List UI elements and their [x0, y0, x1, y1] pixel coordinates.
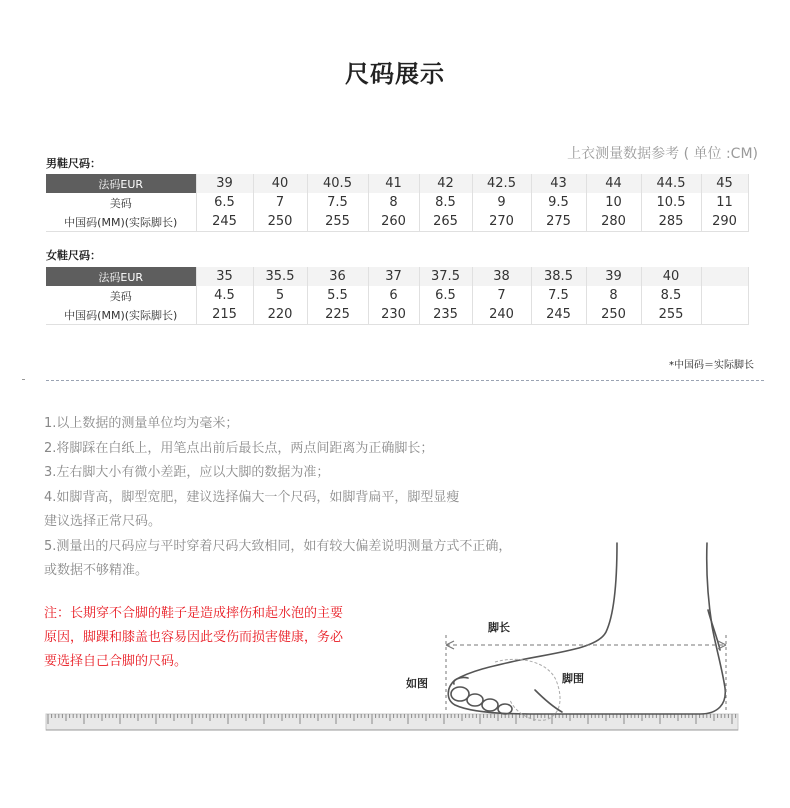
size-cell: 10.5	[641, 193, 701, 212]
page-title: 尺码展示	[345, 60, 445, 88]
instruction-line: 3.左右脚大小有微小差距，应以大脚的数据为准；	[44, 465, 330, 480]
size-cell: 35.5	[253, 267, 307, 286]
size-cell: 39	[586, 267, 641, 286]
size-cell: 35	[196, 267, 253, 286]
warning-line: 要选择自己合脚的尺码。	[44, 654, 188, 669]
size-cell: 250	[253, 212, 307, 232]
size-cell: 11	[701, 193, 748, 212]
size-cell: 40	[641, 267, 701, 286]
size-cell: 8.5	[419, 193, 472, 212]
row-header: 美码	[46, 286, 196, 305]
size-cell: 275	[531, 212, 586, 232]
size-cell: 8.5	[641, 286, 701, 305]
size-cell: 230	[368, 305, 419, 325]
size-cell: 225	[307, 305, 368, 325]
row-header: 中国码(MM)(实际脚长)	[46, 212, 196, 232]
size-cell: 7	[472, 286, 531, 305]
size-cell: 245	[196, 212, 253, 232]
size-cell: 4.5	[196, 286, 253, 305]
size-cell: 245	[531, 305, 586, 325]
size-cell: 235	[419, 305, 472, 325]
instruction-line: 4.如脚背高，脚型宽肥，建议选择偏大一个尺码，如脚背扁平，脚型显瘦	[44, 489, 460, 505]
size-cell: 36	[307, 267, 368, 286]
size-cell: 6	[368, 286, 419, 305]
size-cell: 7	[253, 193, 307, 212]
size-cell: 6.5	[196, 193, 253, 212]
men-size-label: 男鞋尺码：	[46, 157, 101, 170]
size-cell: 45	[701, 174, 748, 193]
size-cell: 10	[586, 193, 641, 212]
row-header: 美码	[46, 193, 196, 212]
instruction-line: 建议选择正常尺码。	[44, 514, 162, 529]
size-cell: 270	[472, 212, 531, 232]
size-cell: 9.5	[531, 193, 586, 212]
size-cell: 240	[472, 305, 531, 325]
size-cell: 260	[368, 212, 419, 232]
women-size-label: 女鞋尺码：	[46, 249, 101, 262]
size-cell: 38.5	[531, 267, 586, 286]
instruction-line: 1.以上数据的测量单位均为毫米；	[44, 416, 239, 431]
size-cell: 265	[419, 212, 472, 232]
size-cell: 220	[253, 305, 307, 325]
instruction-line: 或数据不够精准。	[44, 563, 149, 578]
size-cell: 215	[196, 305, 253, 325]
size-cell: 43	[531, 174, 586, 193]
size-cell: 7.5	[307, 193, 368, 212]
size-cell: 255	[641, 305, 701, 325]
ruler	[46, 714, 738, 730]
size-cell: 44	[586, 174, 641, 193]
foot-girth-label: 脚围	[562, 672, 584, 685]
size-cell: 38	[472, 267, 531, 286]
girth-loop	[495, 659, 560, 720]
size-cell: 290	[701, 212, 748, 232]
size-cell: 44.5	[641, 174, 701, 193]
size-cell: 5	[253, 286, 307, 305]
size-cell: 42	[419, 174, 472, 193]
size-cell: 37.5	[419, 267, 472, 286]
row-header: 中国码(MM)(实际脚长)	[46, 305, 196, 325]
size-cell: 280	[586, 212, 641, 232]
foot-length-label: 脚长	[488, 621, 510, 634]
warning-line: 原因，脚踝和膝盖也容易因此受伤而损害健康，务必	[44, 630, 344, 645]
unit-reference: 上衣测量数据参考 ( 单位 :CM)	[567, 146, 758, 162]
size-cell: 7.5	[531, 286, 586, 305]
row-header: 法码EUR	[46, 174, 196, 193]
size-cell: 37	[368, 267, 419, 286]
size-cell: 9	[472, 193, 531, 212]
size-cell: 255	[307, 212, 368, 232]
size-cell: 250	[586, 305, 641, 325]
size-cell: 6.5	[419, 286, 472, 305]
size-cell: 8	[368, 193, 419, 212]
size-cell: 39	[196, 174, 253, 193]
instruction-line: 5.测量出的尺码应与平时穿着尺码大致相同，如有较大偏差说明测量方式不正确，	[44, 538, 512, 554]
size-cell: 40.5	[307, 174, 368, 193]
size-cell: 285	[641, 212, 701, 232]
warning-line: 注：长期穿不合脚的鞋子是造成摔伤和起水泡的主要	[44, 606, 344, 621]
example-label: 如图	[406, 677, 428, 690]
size-cell: 41	[368, 174, 419, 193]
size-cell: 42.5	[472, 174, 531, 193]
size-cell: 8	[586, 286, 641, 305]
size-note: *中国码＝实际脚长	[669, 360, 754, 371]
size-cell: 40	[253, 174, 307, 193]
size-cell: 5.5	[307, 286, 368, 305]
row-header: 法码EUR	[46, 267, 196, 286]
instruction-line: 2.将脚踩在白纸上，用笔点出前后最长点，两点间距离为正确脚长；	[44, 440, 434, 456]
